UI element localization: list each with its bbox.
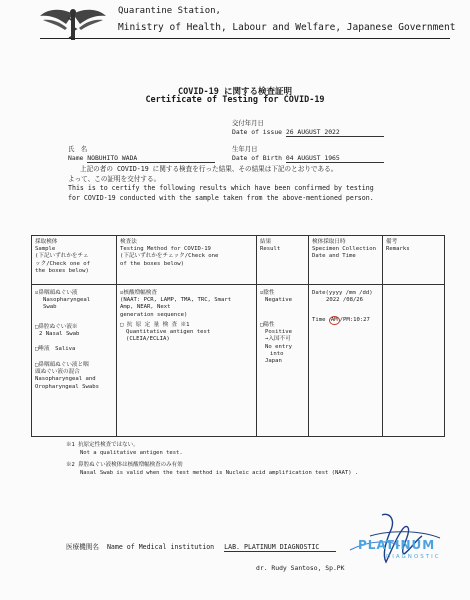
method-option-label: (CLEIA/ECLIA) (126, 336, 170, 343)
result-option-label: No entry (265, 343, 292, 350)
sample-option-label: □鼻咽頭ぬぐい液と咽 (35, 362, 89, 368)
header-sample-note: the boxes below) (35, 267, 89, 274)
institution-value: LAB. PLATINUM DIAGNOSTIC (224, 543, 336, 552)
sample-option-label: Oropharyngeal Swabs (35, 383, 99, 390)
certification-paragraph (68, 165, 374, 203)
dob-row (232, 154, 384, 163)
result-positive[interactable] (260, 322, 292, 365)
result-option-label: into (270, 350, 284, 357)
header-result-en: Result (260, 246, 281, 253)
header-row-divider (32, 284, 444, 285)
dob-label-jp: 生年月日 (232, 145, 258, 153)
header-remarks (386, 239, 410, 253)
result-option-label: ☑陰性 (260, 290, 275, 296)
note-2-jp: ※2 鼻腔ぬぐい液検体は核酸増幅検査のみ有効 (66, 462, 183, 468)
sample-option-label: Swab (43, 304, 57, 311)
col-divider (116, 236, 117, 436)
col-divider (256, 236, 257, 436)
sample-option-label: Nasopharyngeal (43, 297, 91, 304)
doctor-name: dr. Rudy Santoso, Sp.PK (256, 564, 345, 572)
method-option-label: (NAAT: PCR, LAMP, TMA, TRC, Smart (120, 297, 232, 304)
collection-time-label: Time (312, 317, 326, 323)
sample-option-label: 頭ぬぐい液の混合 (35, 369, 80, 376)
sample-mixed[interactable] (35, 362, 99, 391)
am-circled-marker: AM (329, 316, 340, 325)
sample-option-label: □鼻腔ぬぐい液※ (35, 324, 78, 330)
institution-label-en: Name of Medical institution (106, 543, 215, 551)
collection-date-value: 2022 /08/26 (326, 297, 364, 304)
result-option-label: Japan (265, 358, 282, 365)
issue-date-row (232, 128, 384, 137)
result-option-label: Negative (265, 297, 292, 304)
name-row (68, 154, 215, 163)
sample-option-label: ☑鼻咽頭ぬぐい液 (35, 290, 78, 296)
result-option-label: →入国不可 (265, 336, 291, 343)
collection-date-label: Date(yyyy /mm /dd) (312, 290, 373, 296)
collection-time (312, 316, 370, 325)
sample-option-label: □唾液 Saliva (35, 346, 76, 352)
institution-label-jp: 医療機関名 (66, 543, 99, 551)
header-result-jp: 結果 (260, 239, 272, 245)
method-option-label: Quantitative antigen test (126, 329, 211, 336)
issue-label-en: Date of issue (232, 128, 283, 136)
header-collection (312, 239, 376, 261)
name-value: NOBUHITO WADA (87, 154, 215, 163)
header-divider (40, 38, 450, 39)
note-1-jp: ※1 抗原定性検査ではない。 (66, 442, 139, 448)
institution-row (66, 541, 336, 552)
note-1-en: Not a qualitative antigen test. (80, 450, 183, 456)
header-collection-jp: 検体採取日時 (312, 239, 346, 245)
header-method-note: of the boxes below) (120, 260, 184, 267)
sample-option-label: Nasopharyngeal and (35, 376, 96, 383)
method-option-label: ☑核酸増幅検査 (120, 290, 157, 296)
sample-saliva[interactable] (35, 346, 75, 353)
stamp-brand: PLATINUM (358, 538, 436, 552)
result-option-label: Positive (265, 329, 292, 336)
title-en: Certificate of Testing for COVID-19 (145, 95, 325, 105)
method-naat-checked[interactable] (120, 290, 231, 319)
sample-nasopharyngeal-checked[interactable] (35, 290, 90, 312)
issue-label-jp: 交付年月日 (232, 119, 264, 127)
header-method-note: (下記いずれかをチェック/Check one (120, 253, 219, 260)
header-method-jp: 検査法 (120, 239, 137, 245)
method-option-label: generation sequence) (120, 311, 188, 318)
header-result (260, 239, 280, 253)
method-option-label: Amp, NEAR, Next (120, 304, 171, 311)
dob-value: 04 AUGUST 1965 (286, 154, 384, 163)
header-station: Quarantine Station, (118, 6, 221, 16)
result-negative-checked[interactable] (260, 290, 292, 304)
method-antigen[interactable] (120, 322, 210, 344)
collection-time-value: /PM:10:27 (339, 317, 370, 323)
header-sample-jp: 採取検体 (35, 239, 58, 245)
quarantine-emblem-icon (38, 6, 108, 46)
col-divider (382, 236, 383, 436)
header-sample-note: ック/Check one of (35, 260, 90, 267)
para-jp-2: よって、この証明を交付する。 (68, 174, 161, 183)
header-collection-en: Date and Time (312, 253, 356, 260)
name-label-jp: 氏 名 (68, 145, 88, 153)
para-en-1: This is to certify the following results which have been confirmed by testing (68, 184, 374, 192)
header-remarks-en: Remarks (386, 246, 410, 253)
header-sample-en: Sample (35, 246, 56, 253)
note-2-en: Nasal Swab is valid when the test method is Nucleic acid amplification test (NAAT) . (80, 470, 359, 476)
dob-label-en: Date of Birth (232, 154, 283, 162)
para-en-2: for COVID-19 conducted with the sample taken from the above-mentioned person. (68, 193, 374, 202)
header-sample-note: (下記いずれかをチェ (35, 253, 89, 260)
header-method (120, 239, 218, 268)
para-jp-1: 上記の者の COVID-19 に関する検査を行った結果、その結果は下記のとおりである。 (80, 165, 338, 173)
name-label-en: Name (68, 154, 84, 162)
sample-nasal[interactable] (35, 324, 79, 338)
header-sample (35, 239, 90, 275)
stamp-sub: DIAGNOSTIC (386, 554, 441, 560)
sample-option-label: 2 Nasal Swab (39, 331, 80, 338)
header-remarks-jp: 備考 (386, 239, 398, 245)
title-jp: COVID-19 に関する検査証明 (177, 87, 293, 97)
header-collection-en: Specimen Collection (312, 246, 376, 253)
col-divider (308, 236, 309, 436)
collection-date (312, 290, 373, 304)
issue-date-value: 26 AUGUST 2022 (286, 128, 384, 137)
signature-stamp (330, 510, 460, 580)
method-option-label: □ 抗 原 定 量 検 査 ※1 (120, 322, 190, 328)
result-option-label: □陽性 (260, 322, 275, 328)
results-table (31, 235, 445, 437)
header-method-en: Testing Method for COVID-19 (120, 246, 211, 253)
header-ministry: Ministry of Health, Labour and Welfare, Japanese Government (118, 22, 456, 33)
